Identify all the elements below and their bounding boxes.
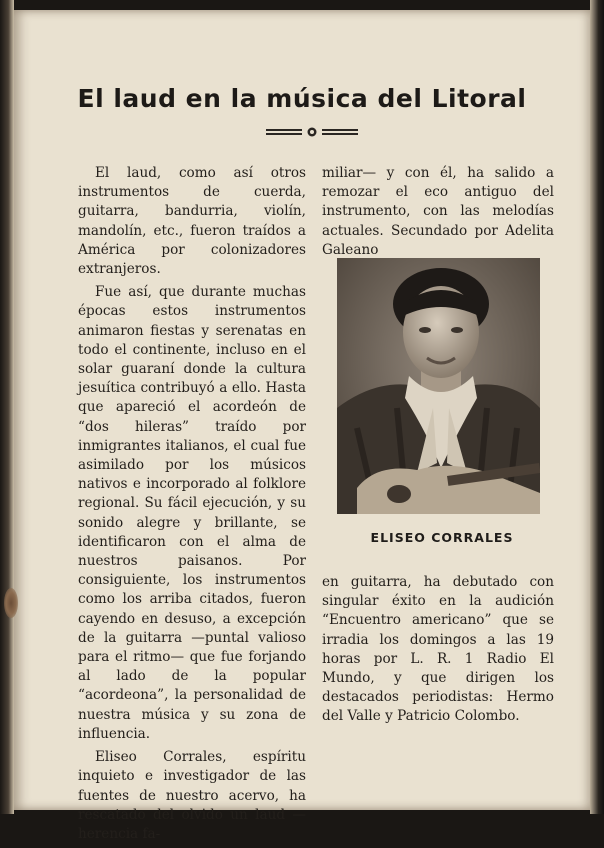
right-column-top (322, 164, 554, 264)
paper-stain (4, 588, 18, 618)
title-ornament (264, 126, 360, 138)
paragraph-final: en guitarra, ha debutado con singular éxito en la audición “Encuentro americano” que se irradia los domingos a las 19 horas por L. R. 1 Radio El Mundo, y que dirigen los destacados periodistas: Hermo del Valle y Patricio Colombo. (322, 574, 554, 725)
paragraph-3: Eliseo Corrales, espíritu inquieto e investigador de las fuentes de nuestro acervo, ha rescatado del olvido un laud —herencia fa- (78, 749, 306, 842)
right-column-bottom (322, 573, 554, 731)
paragraph-1: El laud, como así otros instrumentos de cuerda, guitarra, bandurria, violín, mandolín, etc., fueron traídos a América por colonizadores extranjeros. (78, 165, 306, 278)
left-column (78, 164, 306, 848)
paragraph-continuation: miliar— y con él, ha salido a remozar el eco antiguo del instrumento, con las melodías actuales. Secundado por Adelita Galeano (322, 165, 554, 258)
photo-caption: ELISEO CORRALES (370, 530, 514, 545)
portrait-illustration (337, 258, 540, 514)
article-title: El laud en la música del Litoral (77, 84, 527, 113)
page-edge (590, 0, 604, 814)
book-spine (0, 0, 14, 814)
portrait-photo (337, 258, 540, 514)
paragraph-2: Fue así, que durante muchas épocas estos instrumentos animaron fiestas y serenatas en todo el continente, incluso en el solar guaraní donde la cultura jesuítica contribuyó a ello. Hasta que apareció el acordeón de “dos hileras” traído por inmigrantes italianos, el cual fue asimilado por los músicos nativos e incorporado al folklore regional. Su fácil ejecución, y su sonido alegre y brillante, se identificaron con el alma de nuestros paisanos. Por consiguiente, los instrumentos como los arriba citados, fueron cayendo en desuso, a excepción de la guitarra —puntal valioso para el ritmo— que fue forjando al lado de la popular “acordeona”, la personalidad de nuestra música y su zona de influencia. (78, 284, 306, 742)
